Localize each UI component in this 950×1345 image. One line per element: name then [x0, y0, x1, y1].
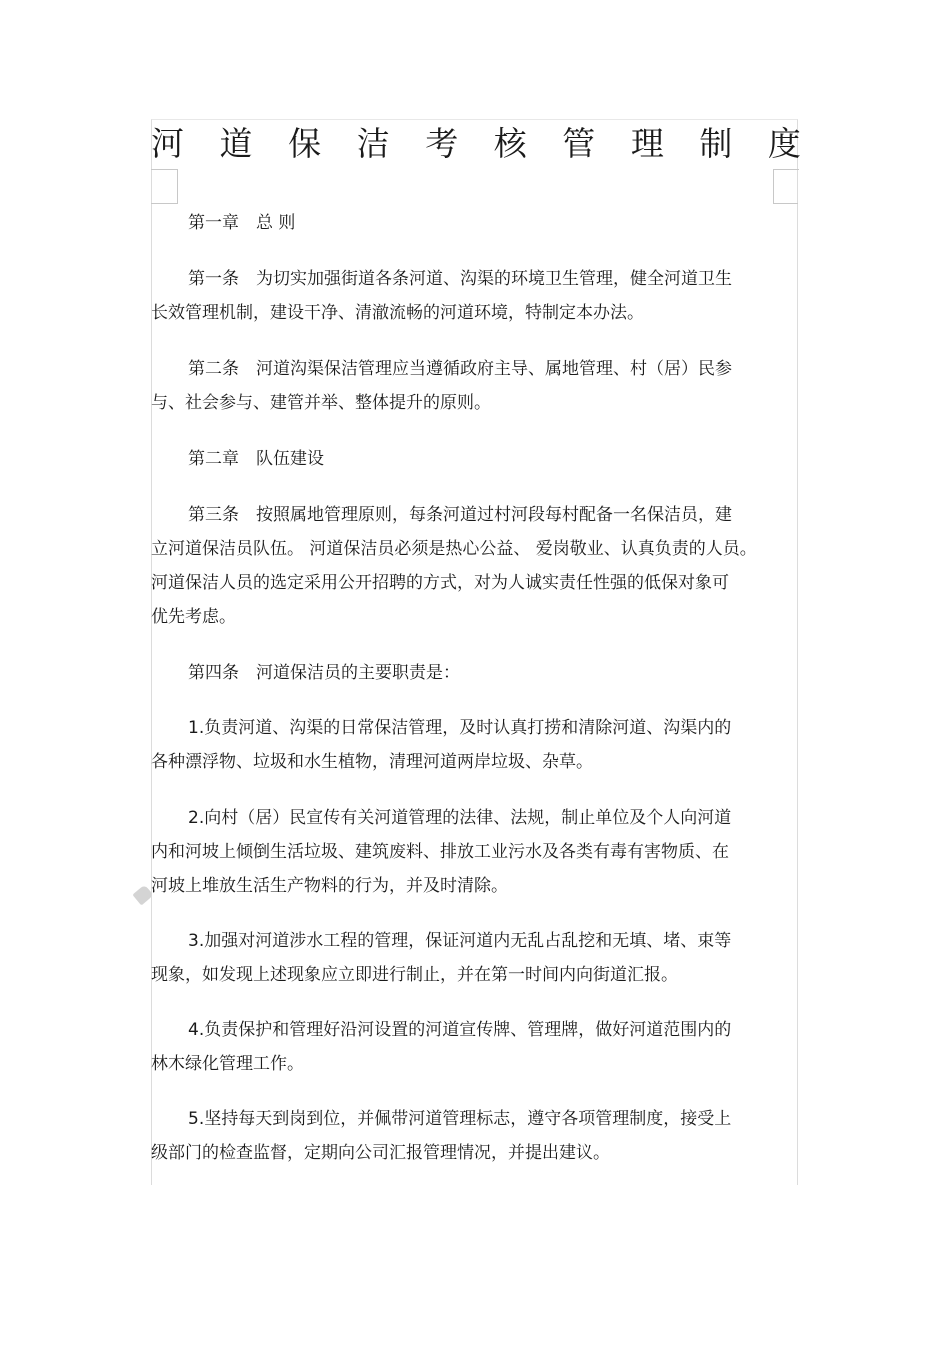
- title-char: 河: [151, 124, 184, 163]
- text-line: 河坡上堆放生活生产物料的行为，并及时清除。: [151, 876, 508, 896]
- chapter-2-heading: [151, 442, 324, 476]
- text-line: 第一章 总 则: [188, 213, 296, 233]
- text-line: 5.坚持每天到岗到位，并佩带河道管理标志，遵守各项管理制度，接受上: [188, 1109, 732, 1129]
- text-line: 长效管理机制，建设干净、清澈流畅的河道环境，特制定本办法。: [151, 303, 644, 323]
- text-line: 河道保洁人员的选定采用公开招聘的方式，对为人诚实责任性强的低保对象可: [151, 573, 729, 593]
- text-line: 与、社会参与、建管并举、整体提升的原则。: [151, 393, 491, 413]
- title-char: 考: [425, 124, 459, 163]
- text-line: 第二章 队伍建设: [188, 449, 324, 469]
- text-line: 第一条 为切实加强街道各条河道、沟渠的环境卫生管理，健全河道卫生: [188, 269, 732, 289]
- text-line: 现象，如发现上述现象应立即进行制止，并在第一时间内向街道汇报。: [151, 965, 678, 985]
- duty-5: [151, 1102, 731, 1170]
- text-line: 第三条 按照属地管理原则，每条河道过村河段每村配备一名保洁员，建: [188, 505, 732, 525]
- duty-2: [151, 801, 731, 903]
- title-char: 理: [630, 124, 664, 163]
- crop-mark-right-edge: [773, 203, 798, 204]
- text-line: 1.负责河道、沟渠的日常保洁管理，及时认真打捞和清除河道、沟渠内的: [188, 718, 732, 738]
- article-2: [151, 352, 732, 420]
- article-3: [151, 498, 757, 634]
- text-line: 4.负责保护和管理好沿河设置的河道宣传牌、管理牌，做好河道范围内的: [188, 1020, 732, 1040]
- text-line: 级部门的检查监督，定期向公司汇报管理情况，并提出建议。: [151, 1143, 610, 1163]
- chapter-1-heading: [151, 206, 295, 240]
- text-line: 2.向村（居）民宣传有关河道管理的法律、法规，制止单位及个人向河道: [188, 808, 732, 828]
- title-char: 管: [562, 124, 596, 163]
- crop-mark-left-edge: [151, 203, 177, 204]
- title-char: 道: [219, 124, 253, 163]
- text-line: 第二条 河道沟渠保洁管理应当遵循政府主导、属地管理、村（居）民参: [188, 359, 732, 379]
- text-line: 立河道保洁员队伍。 河道保洁员必须是热心公益、 爱岗敬业、认真负责的人员。: [151, 539, 757, 559]
- title-char: 制: [699, 124, 733, 163]
- text-line: 第四条 河道保洁员的主要职责是：: [188, 663, 460, 683]
- document-title: [151, 122, 801, 166]
- duty-1: [151, 711, 731, 779]
- text-line: 优先考虑。: [151, 607, 236, 627]
- title-char: 度: [767, 124, 801, 163]
- title-char: 洁: [356, 124, 390, 163]
- duty-3: [151, 924, 731, 992]
- text-line: 林木绿化管理工作。: [151, 1054, 304, 1074]
- crop-mark-top-right: [773, 169, 799, 204]
- text-line: 内和河坡上倾倒生活垃圾、建筑废料、排放工业污水及各类有毒有害物质、在: [151, 842, 729, 862]
- text-line: 3.加强对河道涉水工程的管理，保证河道内无乱占乱挖和无填、堵、束等: [188, 931, 732, 951]
- article-1: [151, 262, 732, 330]
- title-char: 保: [288, 124, 322, 163]
- title-char: 核: [493, 124, 527, 163]
- duty-4: [151, 1013, 731, 1081]
- crop-mark-top-left: [151, 169, 178, 204]
- article-4: [151, 656, 460, 690]
- text-line: 各种漂浮物、垃圾和水生植物，清理河道两岸垃圾、杂草。: [151, 752, 593, 772]
